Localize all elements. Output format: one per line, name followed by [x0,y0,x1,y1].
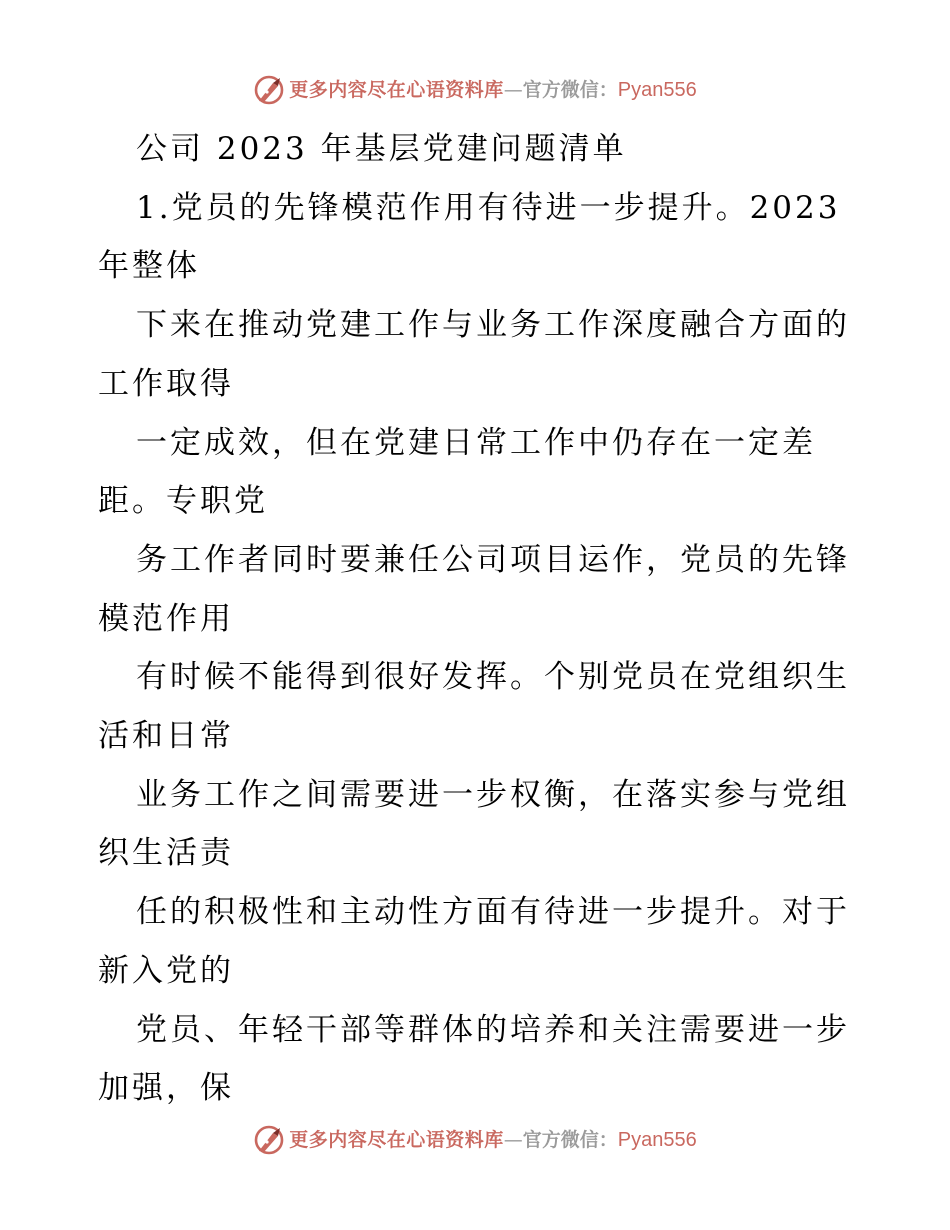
watermark-wechat-label: 官方微信： [522,1128,618,1151]
quill-pen-logo-icon [253,1124,285,1156]
body-line: 距。专职党 [98,483,268,520]
body-line: 一定成效，但在党建日常工作中仍存在一定差 [136,424,816,461]
document-title: 公司 2023 年基层党建问题清单 [136,131,627,167]
body-line: 任的积极性和主动性方面有待进一步提升。对于 [136,894,850,931]
body-line: 党员、年轻干部等群体的培养和关注需要进一步 [136,1011,850,1048]
body-line: 模范作用 [98,600,234,637]
body-line: 新入党的 [98,952,234,989]
body-line: 工作取得 [98,365,234,402]
quill-pen-logo-icon [253,74,285,106]
footer-watermark [0,1122,950,1158]
body-line: 活和日常 [98,718,234,755]
body-line: 织生活责 [98,835,234,872]
body-line: 务工作者同时要兼任公司项目运作，党员的先锋 [136,541,850,578]
body-line: 有时候不能得到很好发挥。个别党员在党组织生 [136,659,850,696]
body-line: 加强，保 [98,1070,234,1107]
watermark-separator: — [503,1128,523,1151]
body-line: 年整体 [98,248,200,285]
watermark-wechat-id: Pyan556 [617,79,697,101]
document-body [98,120,858,1118]
body-line: 业务工作之间需要进一步权衡，在落实参与党组 [136,776,850,813]
watermark-wechat-label: 官方微信： [522,78,618,101]
watermark-text: 更多内容尽在心语资料库 [289,78,504,101]
watermark-separator: — [503,78,523,101]
body-line: 下来在推动党建工作与业务工作深度融合方面的 [136,307,850,344]
header-watermark [0,72,950,108]
body-line: 1.党员的先锋模范作用有待进一步提升。2023 [136,189,841,226]
watermark-wechat-id: Pyan556 [617,1129,697,1151]
watermark-text: 更多内容尽在心语资料库 [289,1128,504,1151]
